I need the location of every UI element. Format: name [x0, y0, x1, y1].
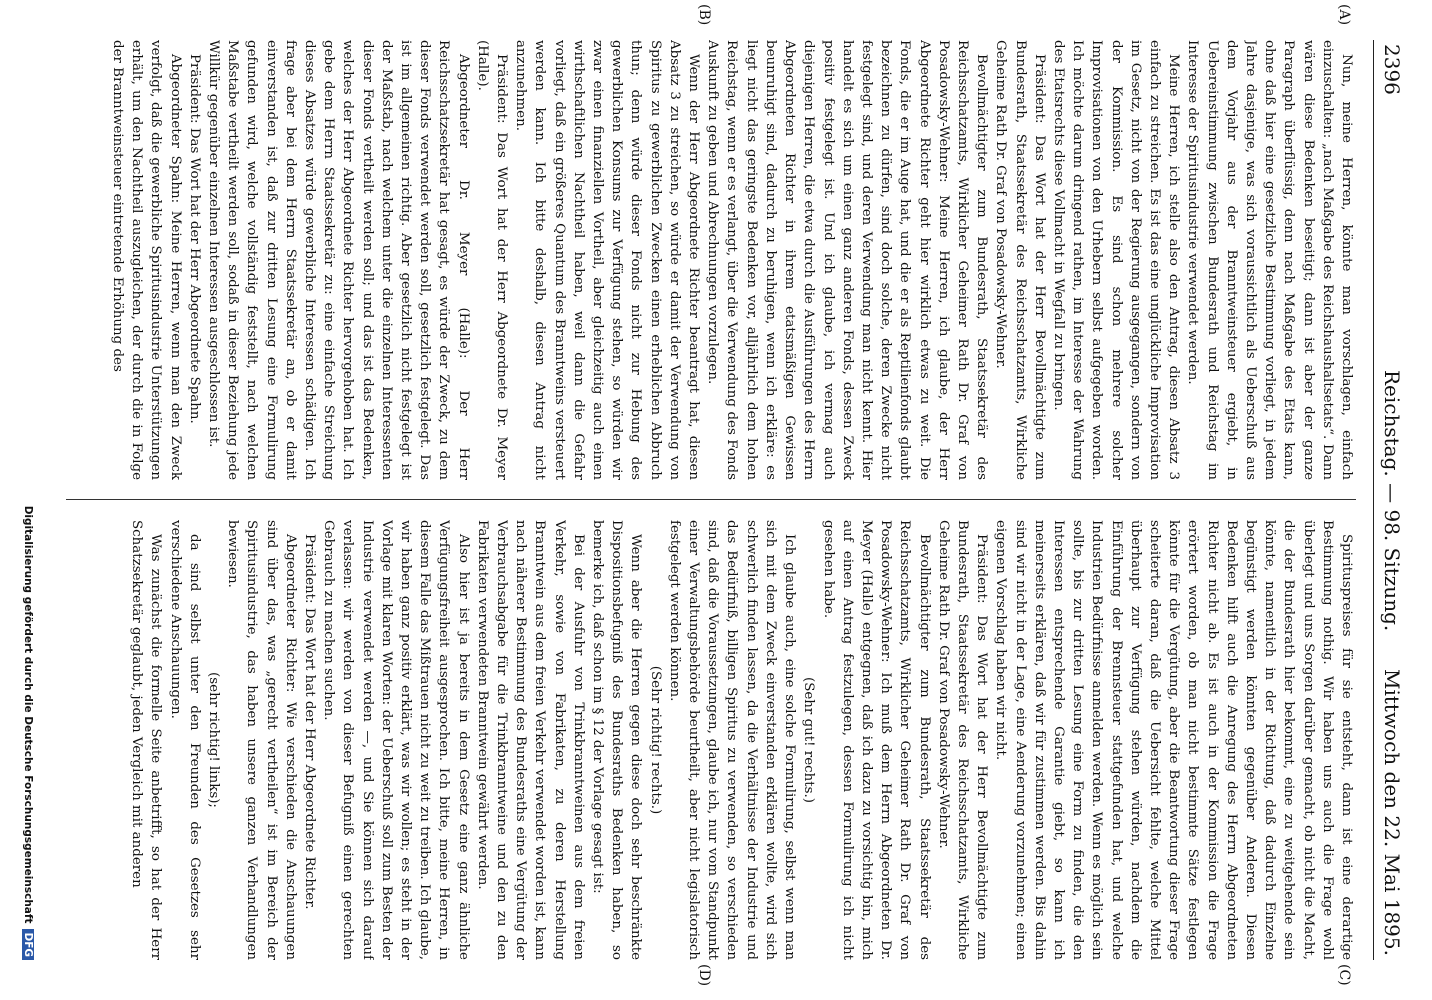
margin-letter-d: (D) [696, 964, 712, 987]
margin-letter-b: (B) [696, 4, 712, 26]
speaker-paragraph: Abgeordneter Richter: Wie verschieden die Anschauungen sind über das, was „gerecht vertheilen“ ist im Bereich der Spiritusindustrie, das haben unsere ganzen Verhandlungen bewiesen. [225, 520, 298, 960]
page-number: 2396 [1380, 44, 1404, 95]
margin-letter-a: (A) [1336, 4, 1352, 26]
speaker-paragraph: Präsident: Das Wort hat der Herr Abgeordnete Spahn. [186, 54, 202, 424]
speaker-paragraph: Bevollmächtigter zum Bundesrath, Staatssekretär des Reichsschatzamts, Wirklicher Geheimer Rath Dr. Graf von Posadowsky-Wehner: Ich muß dem Herrn Abgeordneten Dr. Meyer (Halle) entgegnen, daß ich dazu zu vorsichtig bin, mich auf einen Antrag festzulegen, dessen Formulirung ich nicht gesehen habe. [820, 520, 932, 960]
speaker-paragraph: Präsident: Das Wort hat der Herr Abgeordnete Richter. [302, 534, 318, 910]
column-divider [66, 499, 1356, 500]
speaker-paragraph: Präsident: Das Wort hat der Herr Bevollmächtigte zum Bundesrath, Staatssekretär des Reichsschatzamts, Wirkliche Geheime Rath Dr. Graf von Posadowsky-Wehner. [935, 520, 990, 960]
header-date: Mittwoch den 22. Mai 1895. [1380, 668, 1404, 956]
header-title: Reichstag. — 98. Sitzung. [1380, 370, 1404, 632]
interjection: (sehr richtig! links); [206, 672, 222, 808]
speaker-paragraph: Bevollmächtigter zum Bundesrath, Staatssekretär des Reichsschatzamts, Wirklicher Geheimer Rath Dr. Graf von Posadowsky-Wehner: Meine Herren, ich glaube, der Herr Abgeordnete Richter geht hier wirklich etwas zu weit. Die Fonds, die er im Auge hat, und die er als Reptilienfonds glaubt bezeichnen zu dürfen, sind doch solche, deren Zwecke nicht festgelegt sind, und deren Verwendung man nicht kennt. Hier handelt es sich um einen ganz anderen Fonds, dessen Zweck positiv festgelegt ist. Und ich glaube, ich vermag auch diejenigen Herren, die etwa durch die Ausführungen des Herrn Abgeordneten Richter in ihrem etatsmäßigen Gewissen beunruhigt sind, dadurch zu beruhigen, wenn ich erkläre: es liegt nicht das geringste Bedenken vor, alljährlich dem hohen Reichstag, wenn er es verlangt, über die Verwendung des Fonds Auskunft zu geben und Abrechnungen vorzulegen. [705, 40, 990, 480]
dfg-logo: DFG [22, 929, 34, 960]
paragraph: Meine Herren, ich stelle also den Antrag, diesen Absatz 3 einfach zu streichen. Es ist das eine unglückliche Improvisation im Gesetz, nicht von der Regierung ausgegangen, sondern von der Kommission. Es sind schon mehrere solcher Improvisationen von den Urhebern selbst aufgegeben worden. Ich möchte darum dringend rathen, im Interesse der Wahrung des Etatsrechts diese Vollmacht in Wegfall zu bringen. [1050, 40, 1182, 480]
paragraph: da sind selbst unter den Freunden des Gesetzes sehr verschiedene Anschauungen. [167, 520, 202, 960]
quoted-law-text: Bei der Ausfuhr von Trinkbranntweinen aus dem freien Verkehr, sowie von Fabrikaten, zu deren Herstellung Branntwein aus dem freien Verkehr verwendet worden ist, kann nach näherer Bestimmung des Bundesraths eine Vergütung der Verbrauchsabgabe für die Trinkbranntweine und den zu den Fabrikaten verwendeten Branntwein gewährt werden. [474, 520, 586, 960]
digitization-credit [22, 40, 34, 960]
left-column [56, 40, 1356, 480]
speaker-paragraph: Präsident: Das Wort hat der Herr Bevollmächtigte zum Bundesrath, Staatssekretär des Reichsschatzamts, Wirkliche Geheime Rath Dr. Graf von Posadowsky-Wehner. [993, 40, 1047, 480]
paragraph: Wenn aber die Herren gegen diese doch sehr beschränkte Dispositionsbefugniß des Bundesraths Bedenken haben, so bemerke ich, daß schon im § 12 der Vorlage gesagt ist: [590, 520, 644, 960]
credit-text: Digitalisierung gefördert durch die Deutsche Forschungsgemeinschaft [22, 505, 34, 924]
interjection: (Sehr richtig! rechts.) [647, 665, 663, 815]
paragraph: Ich glaube auch, eine solche Formulirung, selbst wenn man sich mit dem Zweck einverstanden erklären wollte, wird sich schwerlich finden lassen, da die Verhältnisse der Industrie und das Bedürfniß, billigen Spiritus zu verwenden, so verschieden sind, daß die Voraussetzungen, glaube ich, nur vom Standpunkt einer Verwaltungsbehörde beurtheilt, aber nicht legislatorisch festgelegt werden können. [666, 520, 798, 960]
page-header [1373, 40, 1410, 960]
margin-letter-c: (C) [1336, 964, 1352, 986]
paragraph: Wenn der Herr Abgeordnete Richter beantragt hat, diesen Absatz 3 zu streichen, so würde er damit der Verwendung von Spiritus zu gewerblichen Zwecken einen erheblichen Abbruch thun; denn würde dieser Fonds nicht zur Hebung des gewerblichen Konsums zur Verfügung stehen, so würden wir zwar einen finanziellen Vortheil, aber gleichzeitig auch einen wirthschaftlichen Nachtheil haben, weil dann die Gefahr vorliegt, daß ein größeres Quantum des Branntweins versteuert werden kann. Ich bitte deshalb, diesen Antrag nicht anzunehmen. [513, 40, 702, 480]
paragraph: Spirituspreises für sie entsteht, dann ist eine derartige Bestimmung nothig. Wir haben uns auch die Frage wohl überlegt und uns Sorgen darüber gemacht, ob nicht die Macht, die der Bundesrath hier bekommt, eine zu weitgehende sein könnte, namentlich in der Richtung, daß dadurch Einzelne begünstigt werden könnten gegenüber Anderen. Diesen Bedenken hilft auch die Anregung des Herrn Abgeordneten Richter nicht ab. Es ist auch in der Kommission die Frage erörtert worden, ob man nicht bestimmte Sätze festlegen könnte für die Vergütung, aber die Beantwortung dieser Frage scheiterte daran, daß die Uebersicht fehlte, welche Mittel überhaupt zur Verfügung stehen würden, nachdem die Einführung der Brennsteuer stattgefunden hat, und welche Industrien Bedürfnisse anmelden werden. Wenn es möglich sein sollte, bis zur dritten Lesung eine Form zu finden, die den Interessen entsprechende Garantie giebt, so kann ich meinerseits erklären, daß wir für zustimmen werden. Bis dahin sind wir nicht in der Lage, eine Aenderung vorzunehmen; einen eigenen Vorschlag haben wir nicht. [993, 520, 1354, 960]
speaker-paragraph: Abgeordneter Dr. Meyer (Halle): Der Herr Reichsschatzsekretär hat gesagt, es würde der Zweck, zu dem dieser Fonds verwendet werden soll, gesetzlich festgelegt. Das ist im allgemeinen richtig. Aber gesetzlich nicht festgelegt ist der Maßstab, nach welchem unter die einzelnen Interessenten dieser Fonds vertheilt werden soll; und das ist das Bedenken, welches der Herr Abgeordnete Richter hervorgehoben hat. Ich gebe dem Herrn Staatssekretär zu: eine einfache Streichung dieses Absatzes würde gewerbliche Interessen schädigen. Ich frage aber bei dem Herrn Staatssekretär an, ob er damit einverstanden ist, daß zur dritten Lesung eine Formulirung gefunden wird, welche vollständig feststellt, nach welchen Maßstabe vertheilt werden soll, sodaß in dieser Beziehung jede Willkür gegenüber einzelnen Interessen ausgeschlossen ist. [206, 40, 471, 480]
paragraph: Was zunächst die formelle Seite anbetrifft, so hat der Herr Schatzsekretär geglaubt, jeden Vergleich mit anderen [129, 520, 164, 960]
paragraph: Nun, meine Herren, könnte man vorschlagen, einfach einzuschalten: „nach Maßgabe des Reichshaushaltsetats“. Dann wären diese Bedenken beseitigt; dann ist aber der ganze Paragraph überflüssig, denn nach Maßgabe des Etats kann, ohne daß hier eine gesetzliche Bestimmung vorliegt, in jedem Jahre dasjenige, was sich voraussichtlich als Ueberschuß aus dem Vorjahr aus der Branntweinsteuer ergiebt, in Uebereinstimmung zwischen Bundesrath und Reichstag im Interesse der Spiritusindustrie verwendet werden. [1185, 40, 1354, 480]
speaker-paragraph: Präsident: Das Wort hat der Herr Abgeordnete Dr. Meyer (Halle). [474, 40, 510, 480]
paragraph: Also hier ist ja bereits in dem Gesetz eine ganz ähnliche Verfügungsfreiheit ausgesprochen. Ich bitte, meine Herren, in diesem Falle das Mißtrauen nicht zu weit zu treiben. Ich glaube, wir haben ganz positiv erklärt, was wir wollen; es steht in der Vorlage mit klaren Worten: der Ueberschuß soll zum Besten der Industrie verwendet werden —, und Sie können sich darauf verlassen: wir werden von dieser Befugniß einen gerechten Gebrauch zu machen suchen. [321, 520, 471, 960]
speaker-paragraph: Abgeordneter Spahn: Meine Herren, wenn man den Zweck verfolgt, daß die gewerbliche Spiritusindustrie Unterstützungen erhält, um den Nachtheil auszugleichen, der durch die in Folge der Branntweinsteuer eintretende Erhöhung des [110, 40, 183, 480]
interjection: (Sehr gut! rechts.) [801, 676, 817, 803]
right-column [56, 520, 1356, 960]
